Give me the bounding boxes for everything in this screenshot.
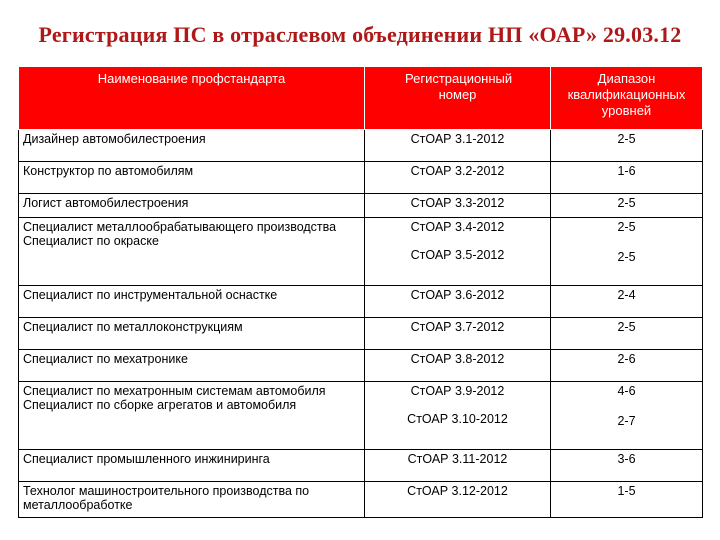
row-code: СтОАР 3.8-2012	[365, 350, 551, 382]
row-name: Дизайнер автомобилестроения	[19, 130, 365, 162]
row-range: 2-6	[551, 350, 703, 382]
table-row	[19, 286, 703, 318]
row-range-secondary: 2-7	[617, 414, 636, 428]
row-name: Специалист промышленного инжиниринга	[19, 450, 365, 482]
row-range: 3-6	[551, 450, 703, 482]
row-name-secondary: Специалист по окраске	[23, 234, 159, 248]
row-name	[19, 382, 365, 450]
row-name-primary: Специалист по мехатронным системам автомобиля	[23, 384, 326, 398]
row-name: Логист автомобилестроения	[19, 194, 365, 218]
row-code-secondary: СтОАР 3.10-2012	[407, 412, 508, 426]
row-range-primary: 2-5	[617, 220, 636, 234]
page-title: Регистрация ПС в отраслевом объединении НП «ОАР» 29.03.12	[38, 22, 682, 47]
row-range: 2-5	[551, 318, 703, 350]
header-name: Наименование профстандарта	[19, 67, 365, 130]
row-range	[551, 382, 703, 450]
row-name: Технолог машиностроительного производства по металлообработке	[19, 482, 365, 518]
table-row	[19, 350, 703, 382]
row-name-secondary: Специалист по сборке агрегатов и автомобиля	[23, 398, 297, 412]
table-header-row	[19, 67, 703, 130]
row-range: 2-5	[551, 194, 703, 218]
table-row	[19, 382, 703, 450]
row-name: Конструктор по автомобилям	[19, 162, 365, 194]
row-code-primary: СтОАР 3.4-2012	[410, 220, 505, 234]
row-range: 1-5	[551, 482, 703, 518]
registration-table	[18, 66, 703, 518]
row-name: Специалист по инструментальной оснастке	[19, 286, 365, 318]
row-code: СтОАР 3.3-2012	[365, 194, 551, 218]
row-name: Специалист по мехатронике	[19, 350, 365, 382]
row-code-primary: СтОАР 3.9-2012	[410, 384, 505, 398]
row-name: Специалист по металлоконструкциям	[19, 318, 365, 350]
table-row	[19, 162, 703, 194]
row-name-primary: Специалист металлообрабатывающего производства	[23, 220, 337, 234]
row-code: СтОАР 3.2-2012	[365, 162, 551, 194]
row-code: СтОАР 3.11-2012	[365, 450, 551, 482]
row-name	[19, 218, 365, 286]
row-code	[365, 382, 551, 450]
row-code	[365, 218, 551, 286]
header-range: Диапазон квалификационных уровней	[551, 67, 703, 130]
row-range: 2-5	[551, 130, 703, 162]
row-range: 2-4	[551, 286, 703, 318]
row-code: СтОАР 3.1-2012	[365, 130, 551, 162]
table-row	[19, 130, 703, 162]
header-code: Регистрационный номер	[365, 67, 551, 130]
row-code: СтОАР 3.12-2012	[365, 482, 551, 518]
row-range-primary: 4-6	[617, 384, 636, 398]
row-range: 1-6	[551, 162, 703, 194]
table-row	[19, 482, 703, 518]
row-range	[551, 218, 703, 286]
row-range-secondary: 2-5	[617, 250, 636, 264]
table-row	[19, 450, 703, 482]
table-row	[19, 318, 703, 350]
row-code: СтОАР 3.6-2012	[365, 286, 551, 318]
table-row	[19, 218, 703, 286]
row-code: СтОАР 3.7-2012	[365, 318, 551, 350]
table-row	[19, 194, 703, 218]
row-code-secondary: СтОАР 3.5-2012	[410, 248, 505, 262]
